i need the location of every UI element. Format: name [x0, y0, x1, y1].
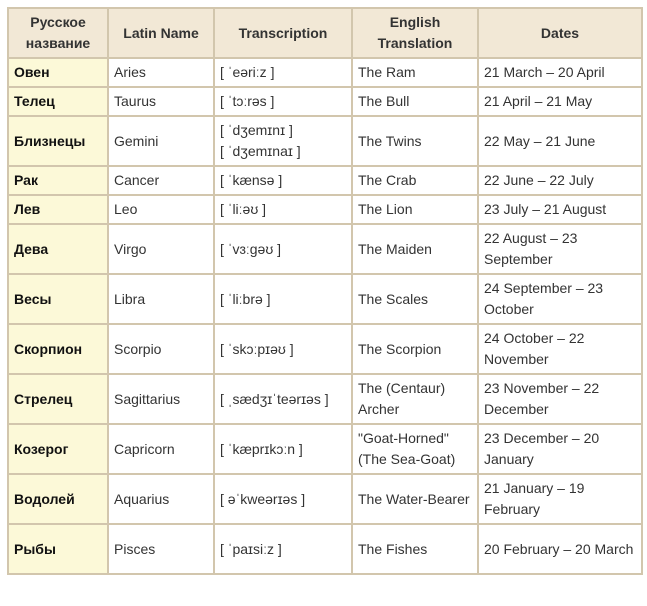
header-russian-name: Русское название — [8, 8, 108, 58]
cell-latin-name: Virgo — [108, 224, 214, 274]
cell-dates: 21 March – 20 April — [478, 58, 642, 87]
table-row — [8, 374, 642, 424]
cell-dates: 20 February – 20 March — [478, 524, 642, 574]
cell-latin-name: Libra — [108, 274, 214, 324]
cell-russian-name: Козерог — [8, 424, 108, 474]
cell-latin-name: Leo — [108, 195, 214, 224]
cell-dates: 24 September – 23 October — [478, 274, 642, 324]
cell-transcription: [ ˈdʒemɪnɪ ] [ ˈdʒemɪnaɪ ] — [214, 116, 352, 166]
cell-dates: 23 July – 21 August — [478, 195, 642, 224]
header-latin-name: Latin Name — [108, 8, 214, 58]
cell-transcription: [ ˌsædʒɪˈteərɪəs ] — [214, 374, 352, 424]
header-transcription: Transcription — [214, 8, 352, 58]
cell-latin-name: Scorpio — [108, 324, 214, 374]
cell-russian-name: Телец — [8, 87, 108, 116]
cell-russian-name: Овен — [8, 58, 108, 87]
cell-latin-name: Taurus — [108, 87, 214, 116]
cell-transcription: [ əˈkweərɪəs ] — [214, 474, 352, 524]
cell-latin-name: Aries — [108, 58, 214, 87]
table-row — [8, 324, 642, 374]
cell-latin-name: Cancer — [108, 166, 214, 195]
cell-transcription: [ ˈkænsə ] — [214, 166, 352, 195]
cell-transcription: [ ˈvɜːgəʊ ] — [214, 224, 352, 274]
cell-dates: 21 April – 21 May — [478, 87, 642, 116]
header-dates: Dates — [478, 8, 642, 58]
table-row — [8, 195, 642, 224]
cell-transcription: [ ˈskɔːpɪəʊ ] — [214, 324, 352, 374]
table-header — [8, 8, 642, 58]
cell-latin-name: Capricorn — [108, 424, 214, 474]
cell-dates: 22 June – 22 July — [478, 166, 642, 195]
cell-english-translation: The Ram — [352, 58, 478, 87]
cell-russian-name: Водолей — [8, 474, 108, 524]
cell-transcription: [ ˈeəriːz ] — [214, 58, 352, 87]
cell-transcription: [ ˈtɔːrəs ] — [214, 87, 352, 116]
header-english-translation: English Translation — [352, 8, 478, 58]
cell-english-translation: The Scales — [352, 274, 478, 324]
table-body — [8, 58, 642, 574]
cell-transcription: [ ˈkæprɪkɔːn ] — [214, 424, 352, 474]
cell-english-translation: "Goat-Horned" (The Sea-Goat) — [352, 424, 478, 474]
cell-english-translation: The (Centaur) Archer — [352, 374, 478, 424]
cell-english-translation: The Fishes — [352, 524, 478, 574]
cell-english-translation: The Bull — [352, 87, 478, 116]
cell-latin-name: Aquarius — [108, 474, 214, 524]
cell-transcription: [ ˈliːbrə ] — [214, 274, 352, 324]
cell-english-translation: The Maiden — [352, 224, 478, 274]
table-row — [8, 274, 642, 324]
table-row — [8, 474, 642, 524]
cell-russian-name: Стрелец — [8, 374, 108, 424]
cell-dates: 23 November – 22 December — [478, 374, 642, 424]
cell-english-translation: The Water-Bearer — [352, 474, 478, 524]
cell-dates: 21 January – 19 February — [478, 474, 642, 524]
table-row — [8, 87, 642, 116]
cell-russian-name: Рыбы — [8, 524, 108, 574]
table-row — [8, 166, 642, 195]
cell-transcription: [ ˈpaɪsiːz ] — [214, 524, 352, 574]
cell-russian-name: Рак — [8, 166, 108, 195]
table-row — [8, 524, 642, 574]
cell-russian-name: Близнецы — [8, 116, 108, 166]
cell-latin-name: Pisces — [108, 524, 214, 574]
table-row — [8, 58, 642, 87]
cell-russian-name: Лев — [8, 195, 108, 224]
cell-latin-name: Gemini — [108, 116, 214, 166]
cell-english-translation: The Crab — [352, 166, 478, 195]
cell-english-translation: The Lion — [352, 195, 478, 224]
cell-russian-name: Скорпион — [8, 324, 108, 374]
table-row — [8, 116, 642, 166]
cell-transcription: [ ˈliːəʊ ] — [214, 195, 352, 224]
cell-dates: 24 October – 22 November — [478, 324, 642, 374]
cell-russian-name: Весы — [8, 274, 108, 324]
cell-english-translation: The Scorpion — [352, 324, 478, 374]
header-row — [8, 8, 642, 58]
table-row — [8, 224, 642, 274]
cell-russian-name: Дева — [8, 224, 108, 274]
cell-english-translation: The Twins — [352, 116, 478, 166]
cell-latin-name: Sagittarius — [108, 374, 214, 424]
cell-dates: 22 August – 23 September — [478, 224, 642, 274]
cell-dates: 23 December – 20 January — [478, 424, 642, 474]
table-row — [8, 424, 642, 474]
zodiac-signs-table — [7, 7, 643, 575]
cell-dates: 22 May – 21 June — [478, 116, 642, 166]
